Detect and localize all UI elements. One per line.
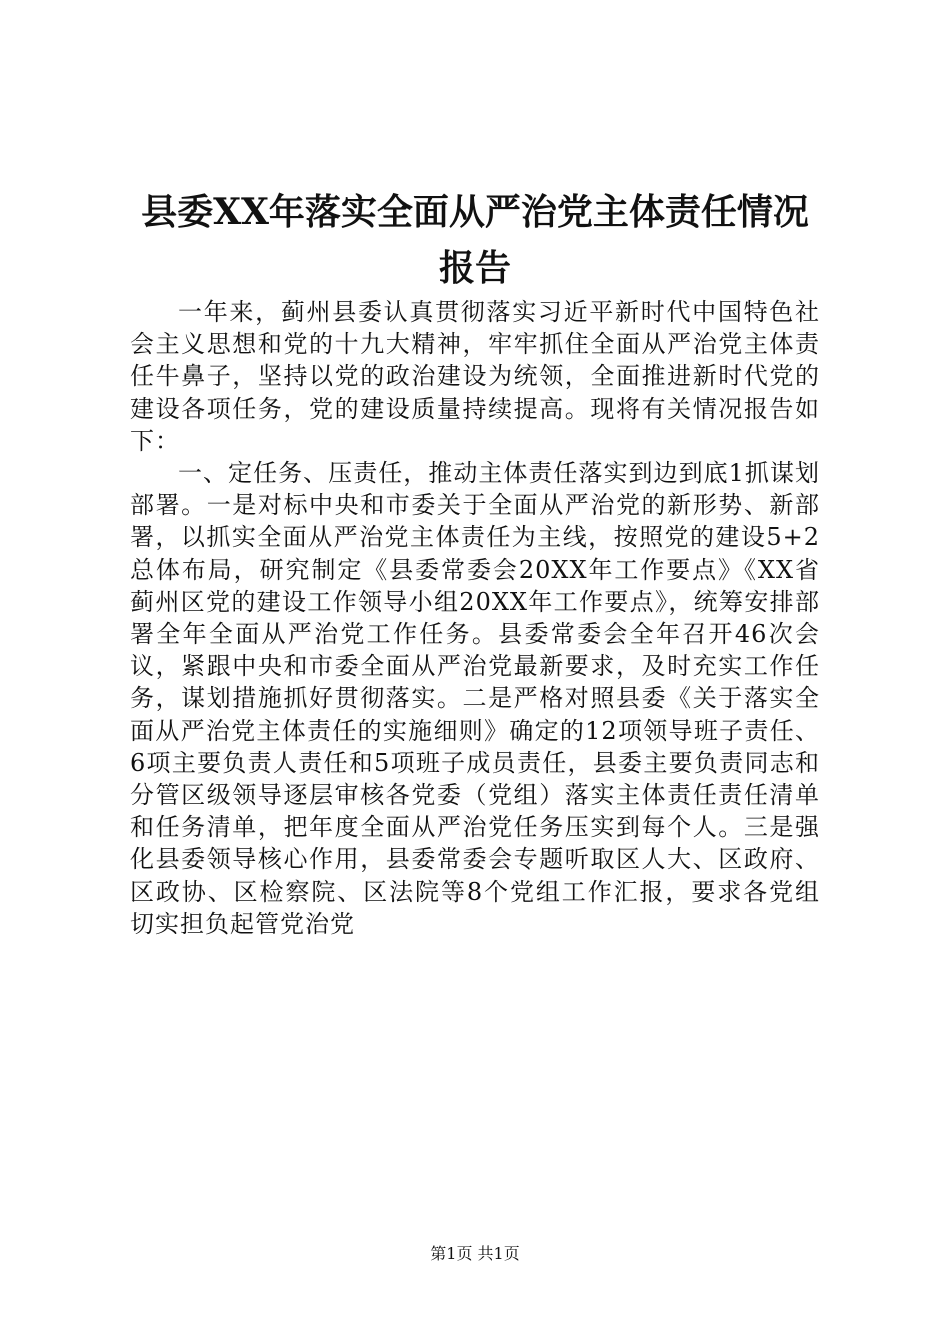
paragraph-section-1: 一、定任务、压责任，推动主体责任落实到边到底1抓谋划部署。一是对标中央和市委关于全面从严治党的新形势、新部署，以抓实全面从严治党主体责任为主线，按照党的建设5+2总体布局，研究制定《县委常委会20XX年工作要点》《XX省蓟州区党的建设工作领导小组20XX年工作要点》，统筹安排部署全年全面从严治党工作任务。县委常委会全年召开46次会议，紧跟中央和市委全面从严治党最新要求，及时充实工作任务，谋划措施抓好贯彻落实。二是严格对照县委《关于落实全面从严治党主体责任的实施细则》确定的12项领导班子责任、6项主要负责人责任和5项班子成员责任，县委主要负责同志和分管区级领导逐层审核各党委（党组）落实主体责任责任清单和任务清单，把年度全面从严治党任务压实到每个人。三是强化县委领导核心作用，县委常委会专题听取区人大、区政府、区政协、区检察院、区法院等8个党组工作汇报，要求各党组切实担负起管党治党 xyxy=(130,459,820,938)
document-body xyxy=(130,296,820,940)
page-footer: 第1页 共1页 xyxy=(430,1244,520,1263)
paragraph-intro: 一年来，蓟州县委认真贯彻落实习近平新时代中国特色社会主义思想和党的十九大精神，牢牢抓住全面从严治党主体责任牛鼻子，坚持以党的政治建设为统领，全面推进新时代党的建设各项任务，党的建设质量持续提高。现将有关情况报告如下： xyxy=(130,298,820,455)
document-title: 县委XX年落实全面从严治党主体责任情况报告 xyxy=(141,191,809,290)
